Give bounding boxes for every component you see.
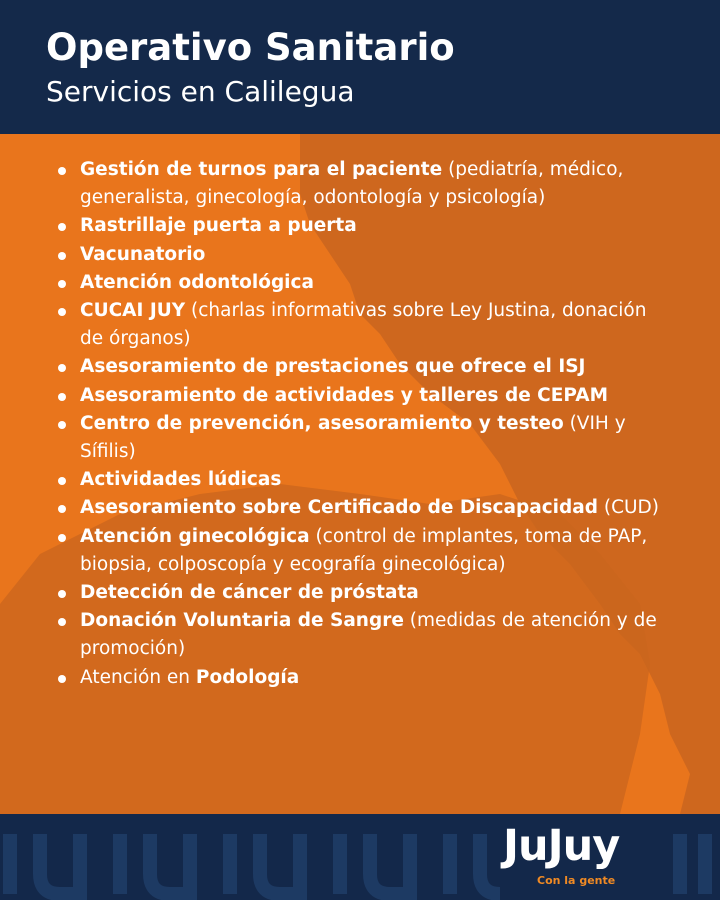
header-band	[0, 0, 720, 134]
service-name: CUCAI JUY	[80, 300, 186, 322]
service-detail: (control de implantes, toma de PAP, biopsia, colposcopía y ecografía ginecológica)	[80, 525, 648, 575]
service-name: Donación Voluntaria de Sangre	[80, 610, 404, 632]
page-title: Operativo Sanitario	[46, 26, 455, 69]
jujuy-logo	[503, 820, 663, 896]
service-name: Gestión de turnos para el paciente	[80, 159, 443, 180]
service-name: Centro de prevención, asesoramiento y testeo	[80, 412, 564, 434]
service-prefix: Atención en	[80, 666, 196, 688]
service-item	[54, 382, 664, 410]
service-item	[54, 353, 664, 381]
page-subtitle: Servicios en Calilegua	[46, 75, 355, 108]
service-item	[54, 466, 664, 494]
service-name: Atención ginecológica	[80, 525, 310, 547]
service-name: Asesoramiento sobre Certificado de Discapacidad	[80, 497, 598, 519]
logo-tagline: Con la gente	[537, 874, 616, 887]
service-name: Rastrillaje puerta a puerta	[80, 215, 357, 237]
service-name: Asesoramiento de actividades y talleres de CEPAM	[80, 384, 608, 406]
service-item	[54, 494, 664, 522]
service-name: Actividades lúdicas	[80, 469, 282, 491]
logo-wordmark: JuJuy	[503, 821, 620, 871]
service-item	[54, 212, 664, 240]
service-detail: (pediatría, médico, generalista, ginecología, odontología y psicología)	[80, 159, 624, 209]
service-name: Vacunatorio	[80, 243, 206, 265]
service-name: Asesoramiento de prestaciones que ofrece el ISJ	[80, 356, 586, 378]
service-item	[54, 297, 664, 353]
service-item	[54, 156, 664, 212]
service-detail: (VIH y Sífilis)	[80, 412, 626, 463]
service-item	[54, 579, 664, 607]
services-panel	[0, 134, 720, 814]
footer-band	[0, 814, 720, 900]
service-item	[54, 241, 664, 269]
service-item	[54, 523, 664, 579]
service-name: Podología	[195, 666, 300, 688]
services-list	[54, 156, 664, 692]
service-detail: (CUD)	[598, 497, 660, 519]
service-item	[54, 410, 664, 466]
service-name: Atención odontológica	[80, 271, 314, 293]
service-item	[54, 269, 664, 297]
service-detail: (charlas informativas sobre Ley Justina, donación de órganos)	[80, 300, 647, 350]
service-name: Detección de cáncer de próstata	[80, 582, 419, 604]
service-detail: (medidas de atención y de promoción)	[80, 610, 657, 660]
service-item	[54, 607, 664, 663]
service-item	[54, 664, 664, 692]
